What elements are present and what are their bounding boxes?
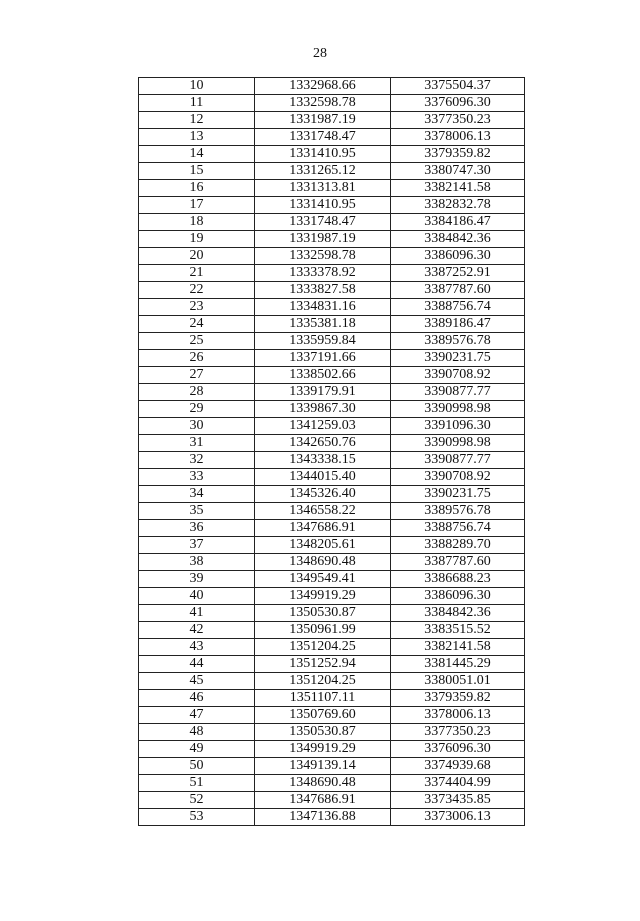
x-coordinate-cell: 1349549.41 (255, 571, 391, 588)
table-row (139, 367, 525, 384)
table-row (139, 469, 525, 486)
x-coordinate-cell: 1347686.91 (255, 520, 391, 537)
table-row (139, 690, 525, 707)
point-number-cell: 32 (139, 452, 255, 469)
x-coordinate-cell: 1351107.11 (255, 690, 391, 707)
y-coordinate-cell: 3378006.13 (391, 707, 525, 724)
y-coordinate-cell: 3388756.74 (391, 299, 525, 316)
y-coordinate-cell: 3389576.78 (391, 503, 525, 520)
table-row (139, 418, 525, 435)
point-number-cell: 18 (139, 214, 255, 231)
point-number-cell: 22 (139, 282, 255, 299)
y-coordinate-cell: 3390231.75 (391, 486, 525, 503)
x-coordinate-cell: 1331313.81 (255, 180, 391, 197)
point-number-cell: 51 (139, 775, 255, 792)
point-number-cell: 30 (139, 418, 255, 435)
point-number-cell: 34 (139, 486, 255, 503)
x-coordinate-cell: 1347686.91 (255, 792, 391, 809)
table-row (139, 316, 525, 333)
table-row (139, 571, 525, 588)
table-row (139, 452, 525, 469)
x-coordinate-cell: 1335959.84 (255, 333, 391, 350)
y-coordinate-cell: 3386096.30 (391, 588, 525, 605)
point-number-cell: 11 (139, 95, 255, 112)
table-row (139, 95, 525, 112)
y-coordinate-cell: 3375504.37 (391, 78, 525, 95)
point-number-cell: 20 (139, 248, 255, 265)
y-coordinate-cell: 3382141.58 (391, 639, 525, 656)
x-coordinate-cell: 1348690.48 (255, 775, 391, 792)
x-coordinate-cell: 1344015.40 (255, 469, 391, 486)
y-coordinate-cell: 3374939.68 (391, 758, 525, 775)
table-row (139, 554, 525, 571)
x-coordinate-cell: 1332598.78 (255, 248, 391, 265)
point-number-cell: 16 (139, 180, 255, 197)
table-row (139, 333, 525, 350)
x-coordinate-cell: 1331987.19 (255, 231, 391, 248)
y-coordinate-cell: 3390877.77 (391, 452, 525, 469)
x-coordinate-cell: 1334831.16 (255, 299, 391, 316)
table-row (139, 231, 525, 248)
y-coordinate-cell: 3374404.99 (391, 775, 525, 792)
x-coordinate-cell: 1349919.29 (255, 588, 391, 605)
x-coordinate-cell: 1345326.40 (255, 486, 391, 503)
x-coordinate-cell: 1348205.61 (255, 537, 391, 554)
x-coordinate-cell: 1351204.25 (255, 639, 391, 656)
point-number-cell: 25 (139, 333, 255, 350)
x-coordinate-cell: 1347136.88 (255, 809, 391, 826)
table-row (139, 775, 525, 792)
y-coordinate-cell: 3390708.92 (391, 469, 525, 486)
y-coordinate-cell: 3373435.85 (391, 792, 525, 809)
y-coordinate-cell: 3379359.82 (391, 146, 525, 163)
x-coordinate-cell: 1341259.03 (255, 418, 391, 435)
table-row (139, 197, 525, 214)
y-coordinate-cell: 3380051.01 (391, 673, 525, 690)
y-coordinate-cell: 3382141.58 (391, 180, 525, 197)
table-row (139, 724, 525, 741)
y-coordinate-cell: 3390708.92 (391, 367, 525, 384)
point-number-cell: 35 (139, 503, 255, 520)
y-coordinate-cell: 3373006.13 (391, 809, 525, 826)
table-row (139, 588, 525, 605)
x-coordinate-cell: 1339179.91 (255, 384, 391, 401)
y-coordinate-cell: 3389576.78 (391, 333, 525, 350)
table-row (139, 350, 525, 367)
table-row (139, 401, 525, 418)
point-number-cell: 15 (139, 163, 255, 180)
x-coordinate-cell: 1346558.22 (255, 503, 391, 520)
point-number-cell: 28 (139, 384, 255, 401)
point-number-cell: 40 (139, 588, 255, 605)
point-number-cell: 10 (139, 78, 255, 95)
x-coordinate-cell: 1350961.99 (255, 622, 391, 639)
table-row (139, 78, 525, 95)
point-number-cell: 14 (139, 146, 255, 163)
y-coordinate-cell: 3390998.98 (391, 401, 525, 418)
point-number-cell: 36 (139, 520, 255, 537)
table-row (139, 741, 525, 758)
point-number-cell: 19 (139, 231, 255, 248)
table-row (139, 299, 525, 316)
x-coordinate-cell: 1335381.18 (255, 316, 391, 333)
table-row (139, 656, 525, 673)
y-coordinate-cell: 3390231.75 (391, 350, 525, 367)
y-coordinate-cell: 3384186.47 (391, 214, 525, 231)
point-number-cell: 46 (139, 690, 255, 707)
x-coordinate-cell: 1331987.19 (255, 112, 391, 129)
point-number-cell: 43 (139, 639, 255, 656)
point-number-cell: 23 (139, 299, 255, 316)
x-coordinate-cell: 1350530.87 (255, 724, 391, 741)
y-coordinate-cell: 3388756.74 (391, 520, 525, 537)
point-number-cell: 48 (139, 724, 255, 741)
table-row (139, 537, 525, 554)
x-coordinate-cell: 1342650.76 (255, 435, 391, 452)
point-number-cell: 21 (139, 265, 255, 282)
y-coordinate-cell: 3391096.30 (391, 418, 525, 435)
y-coordinate-cell: 3383515.52 (391, 622, 525, 639)
y-coordinate-cell: 3381445.29 (391, 656, 525, 673)
y-coordinate-cell: 3376096.30 (391, 95, 525, 112)
y-coordinate-cell: 3387787.60 (391, 554, 525, 571)
table-row (139, 129, 525, 146)
coordinates-table-body (139, 78, 525, 826)
x-coordinate-cell: 1351204.25 (255, 673, 391, 690)
y-coordinate-cell: 3382832.78 (391, 197, 525, 214)
point-number-cell: 17 (139, 197, 255, 214)
x-coordinate-cell: 1331748.47 (255, 129, 391, 146)
y-coordinate-cell: 3389186.47 (391, 316, 525, 333)
y-coordinate-cell: 3376096.30 (391, 741, 525, 758)
y-coordinate-cell: 3378006.13 (391, 129, 525, 146)
x-coordinate-cell: 1332598.78 (255, 95, 391, 112)
x-coordinate-cell: 1339867.30 (255, 401, 391, 418)
y-coordinate-cell: 3377350.23 (391, 724, 525, 741)
table-row (139, 146, 525, 163)
point-number-cell: 45 (139, 673, 255, 690)
x-coordinate-cell: 1351252.94 (255, 656, 391, 673)
x-coordinate-cell: 1331410.95 (255, 197, 391, 214)
table-row (139, 384, 525, 401)
point-number-cell: 31 (139, 435, 255, 452)
table-row (139, 163, 525, 180)
y-coordinate-cell: 3380747.30 (391, 163, 525, 180)
y-coordinate-cell: 3390877.77 (391, 384, 525, 401)
x-coordinate-cell: 1331748.47 (255, 214, 391, 231)
table-row (139, 214, 525, 231)
table-row (139, 622, 525, 639)
x-coordinate-cell: 1332968.66 (255, 78, 391, 95)
y-coordinate-cell: 3388289.70 (391, 537, 525, 554)
table-row (139, 180, 525, 197)
table-row (139, 503, 525, 520)
y-coordinate-cell: 3384842.36 (391, 231, 525, 248)
point-number-cell: 29 (139, 401, 255, 418)
point-number-cell: 12 (139, 112, 255, 129)
point-number-cell: 47 (139, 707, 255, 724)
table-row (139, 265, 525, 282)
point-number-cell: 44 (139, 656, 255, 673)
point-number-cell: 27 (139, 367, 255, 384)
y-coordinate-cell: 3390998.98 (391, 435, 525, 452)
table-row (139, 282, 525, 299)
x-coordinate-cell: 1337191.66 (255, 350, 391, 367)
point-number-cell: 50 (139, 758, 255, 775)
point-number-cell: 26 (139, 350, 255, 367)
x-coordinate-cell: 1333827.58 (255, 282, 391, 299)
x-coordinate-cell: 1343338.15 (255, 452, 391, 469)
table-row (139, 639, 525, 656)
x-coordinate-cell: 1331265.12 (255, 163, 391, 180)
page-number: 28 (313, 46, 327, 61)
table-row (139, 435, 525, 452)
y-coordinate-cell: 3387252.91 (391, 265, 525, 282)
point-number-cell: 39 (139, 571, 255, 588)
x-coordinate-cell: 1333378.92 (255, 265, 391, 282)
x-coordinate-cell: 1331410.95 (255, 146, 391, 163)
table-row (139, 707, 525, 724)
table-row (139, 673, 525, 690)
table-row (139, 486, 525, 503)
x-coordinate-cell: 1349139.14 (255, 758, 391, 775)
table-row (139, 792, 525, 809)
point-number-cell: 52 (139, 792, 255, 809)
y-coordinate-cell: 3384842.36 (391, 605, 525, 622)
table-row (139, 112, 525, 129)
point-number-cell: 42 (139, 622, 255, 639)
coordinates-table (138, 77, 525, 826)
point-number-cell: 24 (139, 316, 255, 333)
x-coordinate-cell: 1348690.48 (255, 554, 391, 571)
table-row (139, 520, 525, 537)
x-coordinate-cell: 1349919.29 (255, 741, 391, 758)
y-coordinate-cell: 3387787.60 (391, 282, 525, 299)
y-coordinate-cell: 3377350.23 (391, 112, 525, 129)
y-coordinate-cell: 3386096.30 (391, 248, 525, 265)
point-number-cell: 53 (139, 809, 255, 826)
x-coordinate-cell: 1350769.60 (255, 707, 391, 724)
point-number-cell: 49 (139, 741, 255, 758)
x-coordinate-cell: 1338502.66 (255, 367, 391, 384)
table-row (139, 758, 525, 775)
x-coordinate-cell: 1350530.87 (255, 605, 391, 622)
table-row (139, 809, 525, 826)
table-row (139, 605, 525, 622)
table-row (139, 248, 525, 265)
point-number-cell: 37 (139, 537, 255, 554)
y-coordinate-cell: 3379359.82 (391, 690, 525, 707)
point-number-cell: 13 (139, 129, 255, 146)
point-number-cell: 41 (139, 605, 255, 622)
point-number-cell: 33 (139, 469, 255, 486)
point-number-cell: 38 (139, 554, 255, 571)
y-coordinate-cell: 3386688.23 (391, 571, 525, 588)
